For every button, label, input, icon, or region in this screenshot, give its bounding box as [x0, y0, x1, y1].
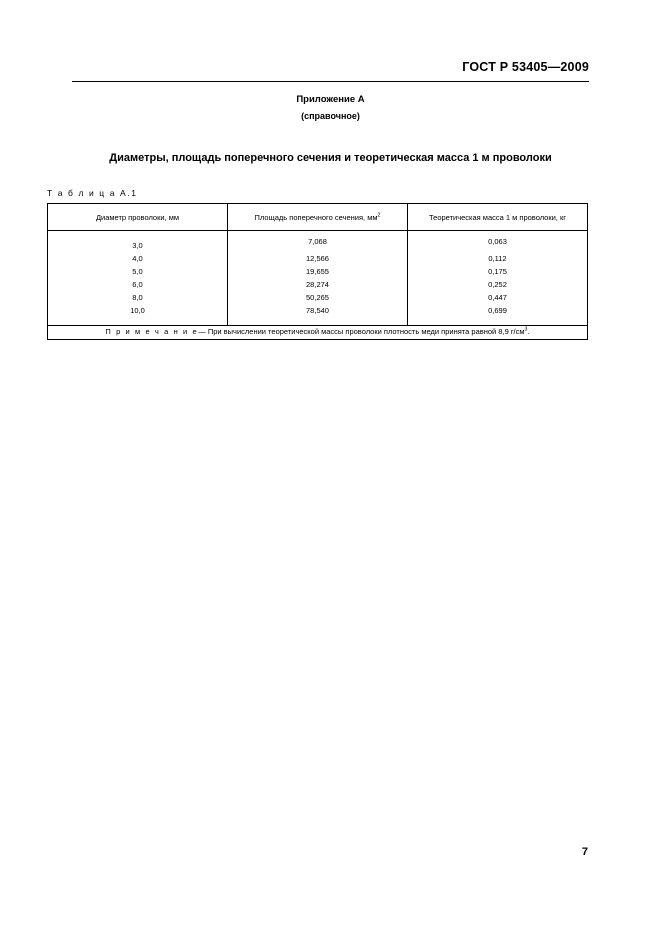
cell-diameter: 4,0	[48, 252, 228, 265]
cell-mass: 0,175	[408, 265, 588, 278]
column-header-diameter-label: Диаметр проволоки, мм	[95, 212, 180, 222]
table-note-dash: —	[198, 327, 206, 337]
cell-mass: 0,447	[408, 291, 588, 304]
table-row	[48, 304, 588, 326]
cell-area: 28,274	[228, 278, 408, 291]
page-number: 7	[581, 846, 588, 858]
table-row	[48, 291, 588, 304]
table-header-row	[48, 204, 588, 231]
table-body	[48, 231, 588, 340]
cell-diameter: 3,0	[48, 231, 228, 253]
cell-mass: 0,699	[408, 304, 588, 326]
table-caption: Т а б л и ц а А.1	[47, 188, 138, 198]
column-header-area-superscript: 2	[377, 212, 381, 218]
table-note-row	[48, 326, 588, 340]
column-header-mass	[408, 204, 588, 231]
table-note	[48, 326, 588, 340]
table	[47, 203, 588, 340]
table-note-superscript: 3	[524, 326, 528, 333]
cell-diameter: 10,0	[48, 304, 228, 326]
cell-area: 19,655	[228, 265, 408, 278]
table-note-text: При вычислении теоретической массы проволоки плотность меди принята равной 8,9 г/см	[207, 327, 525, 337]
table-row	[48, 278, 588, 291]
appendix-title: Приложение А	[296, 94, 365, 105]
table-note-label: П р и м е ч а н и е	[105, 327, 199, 337]
cell-area: 50,265	[228, 291, 408, 304]
cell-mass: 0,063	[408, 231, 588, 253]
table-row	[48, 265, 588, 278]
column-header-mass-label: Теоретическая масса 1 м проволоки, кг	[429, 212, 566, 222]
column-header-area-label: Площадь поперечного сечения, мм	[254, 212, 378, 222]
cell-diameter: 5,0	[48, 265, 228, 278]
cell-area: 78,540	[228, 304, 408, 326]
table-row	[48, 252, 588, 265]
table-head	[48, 204, 588, 231]
section-title: Диаметры, площадь поперечного сечения и теоретическая масса 1 м проволоки	[109, 152, 552, 164]
cell-mass: 0,112	[408, 252, 588, 265]
table-row	[48, 231, 588, 253]
document-standard-number: ГОСТ Р 53405—2009	[462, 60, 589, 74]
table-note-tail: .	[527, 327, 530, 337]
column-header-diameter	[48, 204, 228, 231]
wire-parameters-table	[47, 203, 587, 340]
appendix-subtitle: (справочное)	[301, 111, 360, 121]
header-divider	[72, 81, 589, 82]
cell-area: 12,566	[228, 252, 408, 265]
cell-area: 7,068	[228, 231, 408, 253]
cell-mass: 0,252	[408, 278, 588, 291]
cell-diameter: 8,0	[48, 291, 228, 304]
cell-diameter: 6,0	[48, 278, 228, 291]
column-header-area	[228, 204, 408, 231]
